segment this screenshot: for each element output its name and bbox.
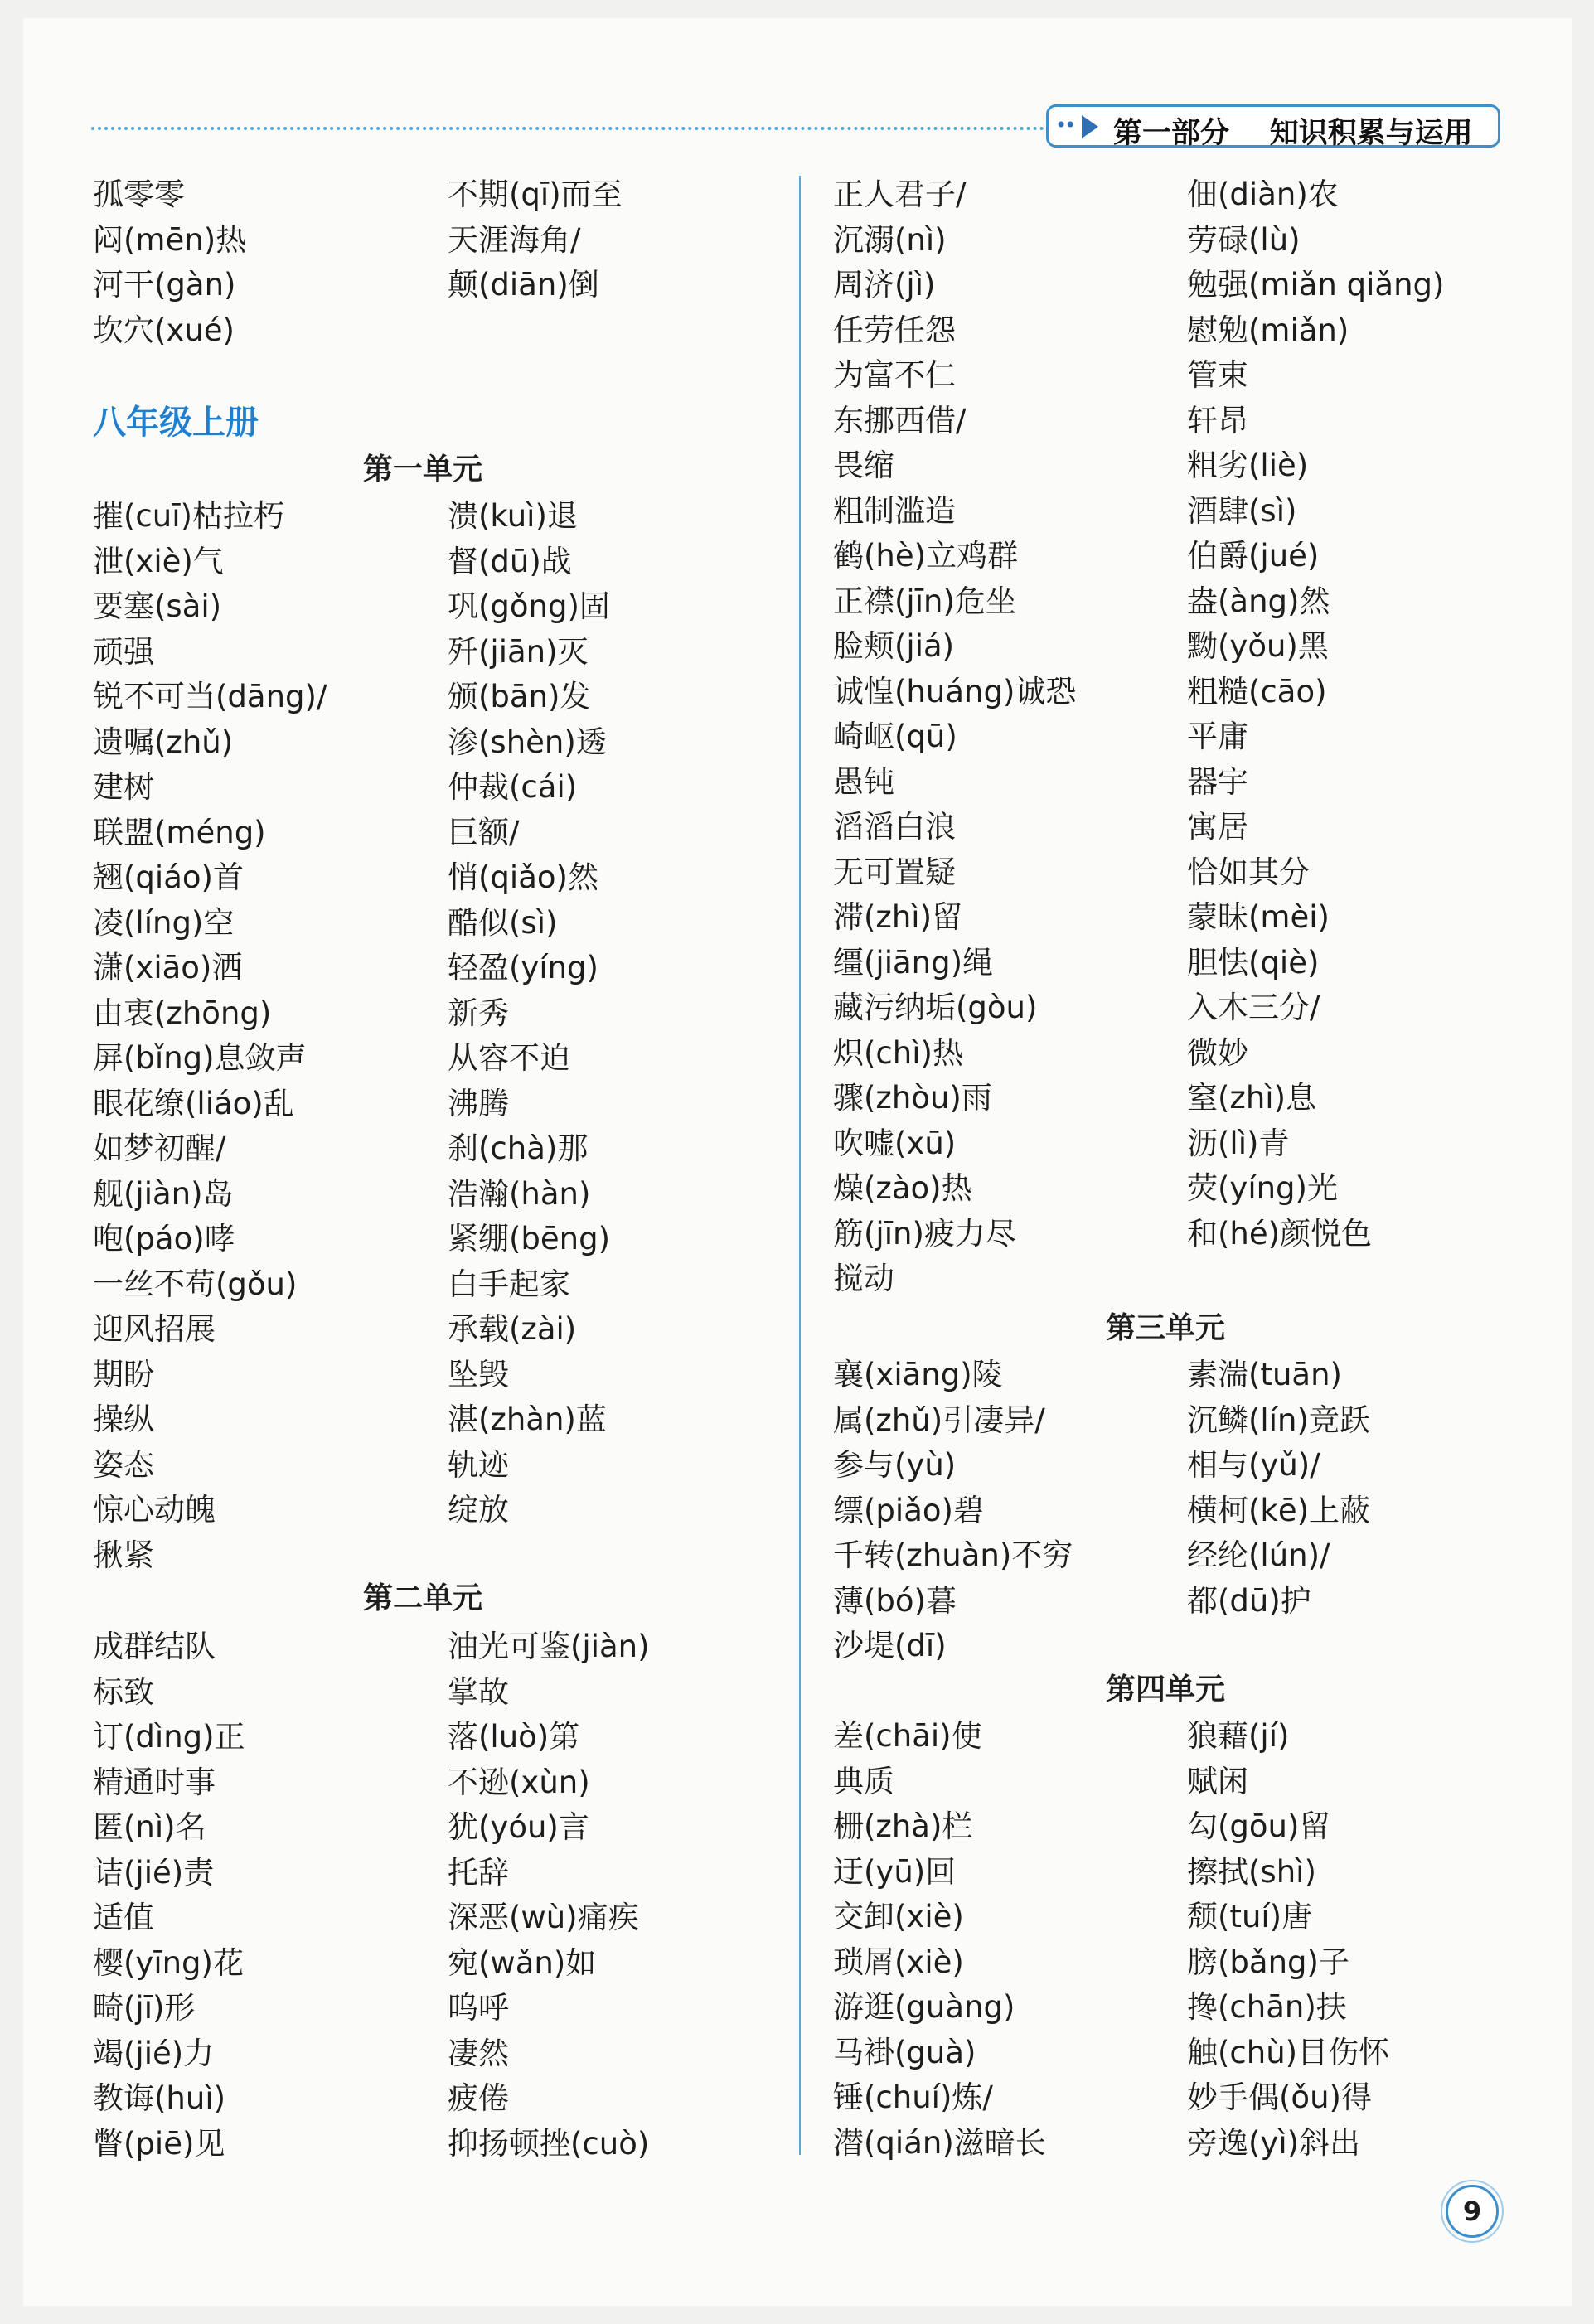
- word-item: 搀(chān)扶: [1187, 1989, 1347, 2025]
- section-banner: [1046, 104, 1500, 148]
- word-item: 粗制滥造: [833, 492, 956, 529]
- word-item: 不期(qī)而至: [448, 177, 623, 212]
- word-item: 脸颊(jiá): [833, 628, 955, 664]
- word-item: 舰(jiàn)岛: [93, 1175, 234, 1212]
- word-item: 坠毁: [448, 1356, 509, 1392]
- word-item: 诘(jié)责: [93, 1854, 215, 1891]
- word-item: 平庸: [1187, 719, 1248, 754]
- word-item: 畏缩: [833, 448, 894, 483]
- word-item: 犹(yóu)言: [448, 1809, 589, 1845]
- word-item: 要塞(sài): [93, 588, 222, 624]
- word-item: 咆(páo)哮: [93, 1221, 235, 1256]
- word-item: 紧绷(bēng): [448, 1221, 611, 1256]
- word-item: 琐屑(xiè): [833, 1944, 964, 1980]
- word-item: 顽强: [93, 633, 154, 670]
- word-item: 滔滔白浪: [833, 809, 956, 845]
- word-item: 督(dū)战: [448, 543, 572, 579]
- word-item: 锤(chuí)炼/: [833, 2079, 993, 2115]
- word-item: 匿(nì)名: [93, 1809, 206, 1845]
- word-item: 盎(àng)然: [1187, 583, 1330, 619]
- word-item: 坎穴(xué): [93, 312, 235, 348]
- word-item: 管束: [1187, 357, 1248, 393]
- word-item: 劳碌(lù): [1187, 221, 1301, 258]
- word-item: 荧(yíng)光: [1187, 1170, 1338, 1206]
- word-item: 差(chāi)使: [833, 1718, 982, 1754]
- word-item: 窒(zhì)息: [1187, 1080, 1317, 1116]
- page-number: 9: [1446, 2185, 1499, 2238]
- word-item: 和(hé)颜悦色: [1187, 1215, 1373, 1252]
- unit-4-list-2: [1187, 1714, 1389, 2166]
- word-item: 掌故: [448, 1673, 509, 1710]
- word-item: 不逊(xùn): [448, 1764, 590, 1800]
- word-item: 刹(chà)那: [448, 1131, 589, 1166]
- unit-4-list-1: [833, 1714, 1046, 2166]
- header-dotted-line: [91, 127, 1044, 130]
- word-item: 横柯(kē)上蔽: [1187, 1492, 1371, 1528]
- word-item: 愚钝: [833, 763, 894, 800]
- word-item: 深恶(wù)痛疾: [448, 1900, 639, 1935]
- word-item: 溃(kuì)退: [448, 498, 578, 534]
- word-item: 粗糙(cāo): [1187, 673, 1327, 709]
- word-item: 孤零零: [93, 177, 185, 212]
- word-item: 闷(mēn)热: [93, 221, 247, 258]
- word-item: 樱(yīng)花: [93, 1944, 244, 1981]
- word-item: 正襟(jīn)危坐: [833, 583, 1016, 619]
- word-item: 旁逸(yì)斜出: [1187, 2124, 1361, 2161]
- word-item: 竭(jié)力: [93, 2035, 215, 2071]
- section-title: 第一部分 知识积累与运用: [1113, 117, 1473, 150]
- word-item: 惊心动魄: [93, 1492, 216, 1528]
- word-item: 如梦初醒/: [93, 1131, 226, 1166]
- word-item: 器宇: [1187, 763, 1248, 800]
- word-item: 颁(bān)发: [448, 679, 591, 714]
- word-item: 为富不仁: [833, 357, 956, 393]
- dots-icon: ••: [1055, 114, 1074, 137]
- word-item: 凄然: [448, 2035, 509, 2071]
- word-list-top-left-1: [93, 172, 246, 353]
- word-item: 燥(zào)热: [833, 1170, 972, 1206]
- word-item: 襄(xiāng)陵: [833, 1357, 1003, 1392]
- unit-4-title: 第四单元: [1106, 1673, 1226, 1707]
- word-item: 沉鳞(lín)竞跃: [1187, 1402, 1370, 1438]
- word-item: 呜呼: [448, 1990, 509, 2026]
- word-item: 白手起家: [448, 1266, 570, 1302]
- word-item: 新秀: [448, 995, 509, 1031]
- column-divider: [799, 176, 801, 2155]
- word-item: 教诲(huì): [93, 2080, 226, 2116]
- word-item: 滞(zhì)留: [833, 899, 963, 935]
- word-item: 畸(jī)形: [93, 1990, 196, 2026]
- word-item: 参与(yù): [833, 1447, 957, 1483]
- word-item: 从容不迫: [448, 1040, 570, 1076]
- unit-1-list-1: [93, 494, 327, 1578]
- word-item: 游逛(guàng): [833, 1989, 1015, 2025]
- unit-3-list-1: [833, 1353, 1073, 1669]
- word-item: 期盼: [93, 1356, 154, 1392]
- unit-2-list-3: [833, 172, 1076, 1302]
- word-item: 狼藉(jí): [1187, 1718, 1290, 1754]
- word-item: 勉强(miǎn qiǎng): [1187, 267, 1445, 303]
- word-item: 任劳任怨: [833, 312, 956, 348]
- word-item: 筋(jīn)疲力尽: [833, 1215, 1016, 1252]
- word-item: 沸腾: [448, 1085, 509, 1121]
- word-item: 成群结队: [93, 1629, 216, 1664]
- unit-2-list-2: [448, 1624, 650, 2167]
- word-item: 精通时事: [93, 1764, 216, 1800]
- word-item: 正人君子/: [833, 177, 967, 212]
- word-item: 粗劣(liè): [1187, 448, 1309, 483]
- word-item: 疲倦: [448, 2080, 509, 2116]
- word-item: 浩瀚(hàn): [448, 1175, 591, 1212]
- word-item: 酷似(sì): [448, 904, 558, 941]
- word-item: 眼花缭(liáo)乱: [93, 1085, 294, 1121]
- word-item: 落(luò)第: [448, 1719, 580, 1755]
- word-item: 骤(zhòu)雨: [833, 1080, 992, 1116]
- word-item: 订(dìng)正: [93, 1719, 245, 1755]
- word-item: 佃(diàn)农: [1187, 177, 1339, 212]
- word-item: 藏污纳垢(gòu): [833, 990, 1038, 1025]
- word-item: 蒙昧(mèi): [1187, 899, 1330, 935]
- word-item: 胆怯(qiè): [1187, 944, 1320, 980]
- word-item: 揪紧: [93, 1537, 154, 1573]
- word-item: 迎风招展: [93, 1311, 216, 1347]
- word-item: 相与(yǔ)/: [1187, 1447, 1320, 1483]
- word-item: 马褂(guà): [833, 2034, 976, 2070]
- word-item: 鹤(hè)立鸡群: [833, 538, 1019, 574]
- word-item: 湛(zhàn)蓝: [448, 1402, 607, 1437]
- word-item: 赋闲: [1187, 1763, 1248, 1799]
- word-item: 妙手偶(ǒu)得: [1187, 2079, 1372, 2115]
- word-item: 沙堤(dī): [833, 1628, 947, 1663]
- word-item: 适值: [93, 1900, 154, 1935]
- word-item: 歼(jiān)灭: [448, 633, 589, 670]
- word-item: 姿态: [93, 1446, 154, 1483]
- word-item: 颠(diān)倒: [448, 267, 599, 303]
- word-item: 轨迹: [448, 1446, 509, 1483]
- word-item: 悄(qiǎo)然: [448, 859, 598, 895]
- word-item: 潜(qián)滋暗长: [833, 2124, 1046, 2161]
- word-item: 入木三分/: [1187, 990, 1320, 1025]
- unit-2-title: 第二单元: [363, 1581, 483, 1615]
- word-item: 由衷(zhōng): [93, 995, 272, 1031]
- word-item: 遗嘱(zhǔ): [93, 724, 234, 760]
- word-item: 轻盈(yíng): [448, 950, 598, 985]
- unit-2-list-1: [93, 1624, 245, 2167]
- word-item: 周济(jì): [833, 267, 936, 303]
- word-item: 沉溺(nì): [833, 221, 947, 258]
- word-item: 擦拭(shì): [1187, 1853, 1316, 1890]
- word-item: 油光可鉴(jiàn): [448, 1629, 650, 1664]
- word-item: 都(dū)护: [1187, 1582, 1311, 1619]
- word-item: 潇(xiāo)洒: [93, 950, 243, 985]
- word-item: 微妙: [1187, 1034, 1248, 1071]
- word-item: 翘(qiáo)首: [93, 859, 244, 895]
- unit-2-list-4: [1187, 172, 1444, 1256]
- word-item: 一丝不苟(gǒu): [93, 1266, 298, 1302]
- word-item: 仲裁(cái): [448, 769, 578, 805]
- word-item: 触(chù)目伤怀: [1187, 2034, 1390, 2070]
- word-item: 承载(zài): [448, 1311, 577, 1347]
- word-item: 抑扬顿挫(cuò): [448, 2125, 650, 2162]
- word-item: 河干(gàn): [93, 267, 236, 303]
- word-item: 诚惶(huáng)诚恐: [833, 673, 1077, 709]
- word-list-top-left-2: [448, 172, 623, 308]
- grade-title: 八年级上册: [93, 404, 259, 442]
- word-item: 寓居: [1187, 809, 1248, 845]
- word-item: 薄(bó)暮: [833, 1582, 957, 1619]
- word-item: 缰(jiāng)绳: [833, 944, 994, 980]
- word-item: 巨额/: [448, 814, 520, 850]
- word-item: 栅(zhà)栏: [833, 1808, 973, 1844]
- word-item: 搅动: [833, 1261, 894, 1296]
- word-item: 凌(líng)空: [93, 904, 235, 941]
- word-item: 勾(gōu)留: [1187, 1808, 1330, 1844]
- word-item: 屏(bǐng)息敛声: [93, 1040, 307, 1076]
- word-item: 伯爵(jué): [1187, 538, 1320, 574]
- word-item: 酒肆(sì): [1187, 492, 1297, 529]
- word-item: 联盟(méng): [93, 814, 266, 850]
- word-item: 恰如其分: [1187, 854, 1310, 890]
- unit-1-list-2: [448, 494, 610, 1533]
- word-item: 经纶(lún)/: [1187, 1537, 1330, 1573]
- word-item: 黝(yǒu)黑: [1187, 628, 1329, 664]
- word-item: 宛(wǎn)如: [448, 1944, 597, 1981]
- word-item: 标致: [93, 1673, 154, 1710]
- word-item: 瞥(piē)见: [93, 2125, 225, 2162]
- word-item: 托辞: [448, 1854, 509, 1891]
- word-item: 天涯海角/: [448, 221, 581, 258]
- unit-3-title: 第三单元: [1106, 1311, 1226, 1345]
- word-item: 典质: [833, 1763, 894, 1799]
- unit-3-list-2: [1187, 1353, 1370, 1624]
- word-item: 炽(chì)热: [833, 1034, 963, 1071]
- word-item: 迂(yū)回: [833, 1853, 957, 1890]
- word-item: 素湍(tuān): [1187, 1357, 1342, 1392]
- word-item: 东挪西借/: [833, 402, 967, 438]
- word-item: 建树: [93, 769, 154, 805]
- word-item: 渗(shèn)透: [448, 724, 607, 760]
- word-item: 慰勉(miǎn): [1187, 312, 1349, 348]
- word-item: 巩(gǒng)固: [448, 588, 610, 624]
- word-item: 摧(cuī)枯拉朽: [93, 498, 284, 534]
- word-item: 沥(lì)青: [1187, 1125, 1290, 1161]
- word-item: 缥(piǎo)碧: [833, 1492, 984, 1528]
- word-item: 膀(bǎng)子: [1187, 1944, 1349, 1980]
- unit-1-title: 第一单元: [363, 453, 483, 487]
- word-item: 颓(tuí)唐: [1187, 1899, 1313, 1934]
- word-item: 泄(xiè)气: [93, 543, 224, 579]
- word-item: 无可置疑: [833, 854, 956, 890]
- word-item: 千转(zhuàn)不穷: [833, 1537, 1073, 1573]
- arrow-right-icon: [1082, 115, 1098, 138]
- word-item: 轩昂: [1187, 402, 1248, 438]
- word-item: 吹嘘(xū): [833, 1125, 957, 1161]
- word-item: 属(zhǔ)引凄异/: [833, 1402, 1045, 1438]
- word-item: 交卸(xiè): [833, 1899, 964, 1934]
- word-item: 绽放: [448, 1492, 509, 1528]
- word-item: 锐不可当(dāng)/: [93, 679, 327, 714]
- word-item: 操纵: [93, 1402, 154, 1437]
- word-item: 崎岖(qū): [833, 719, 957, 754]
